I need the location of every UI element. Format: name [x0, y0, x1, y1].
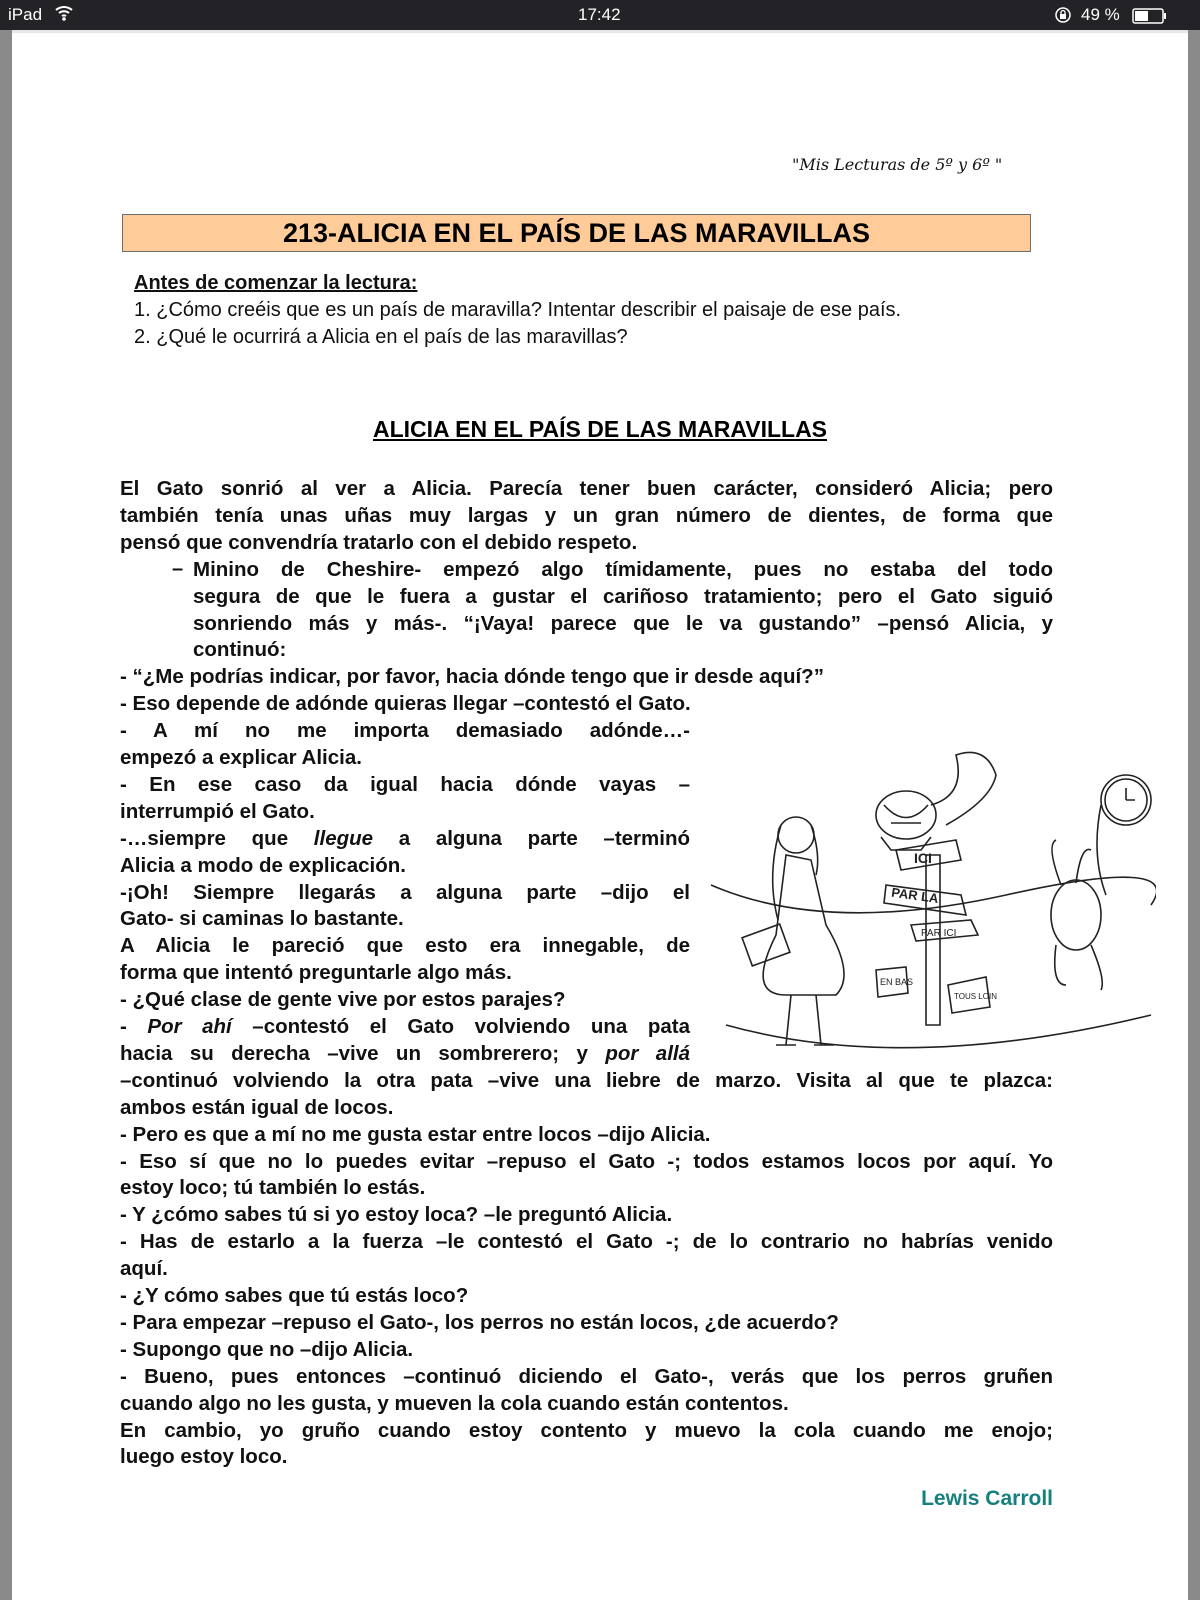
line-text: - “¿Me podrías indicar, por favor, hacia dónde tengo que ir desde aquí?”: [120, 665, 824, 689]
sign-ici: ICI: [914, 850, 932, 866]
ground-line: [726, 1015, 1151, 1048]
line-text: - En ese caso da igual hacia dónde vayas –: [120, 772, 690, 796]
story-line: [120, 663, 1053, 690]
line-text: forma que intentó preguntarle algo más.: [120, 961, 512, 985]
line-text: - Para empezar –repuso el Gato-, los perros no están locos, ¿de acuerdo?: [120, 1310, 839, 1334]
story-line: [120, 1013, 690, 1040]
white-rabbit: [1051, 775, 1151, 990]
wifi-icon: [54, 4, 74, 27]
signpost: [876, 840, 997, 1025]
pre-reading-question-2: 2. ¿Qué le ocurrirá a Alicia en el país de las maravillas?: [134, 326, 628, 348]
story-line: [193, 610, 1053, 637]
line-text: Gato- si caminas lo bastante.: [120, 907, 404, 931]
line-text: -: [120, 1015, 148, 1038]
story-line: [120, 852, 690, 879]
italic-text: llegue: [313, 826, 374, 850]
line-text: hacia su derecha –vive un sombrerero; y: [120, 1041, 606, 1065]
story-line: [120, 959, 690, 986]
story-line: [120, 1363, 1053, 1390]
line-text: - A mí no me importa demasiado adónde…-: [120, 719, 690, 743]
alice-cheshire-illustration: [706, 745, 1156, 1075]
document-page: [12, 30, 1188, 1600]
story-line: [120, 1201, 1053, 1228]
sign-tous-loin: TOUS LOIN: [954, 992, 997, 1001]
line-text: -¡Oh! Siempre llegarás a alguna parte –dijo el: [120, 880, 690, 904]
story-line: [120, 825, 690, 852]
story-line: [120, 1174, 1053, 1201]
author-signature: Lewis Carroll: [921, 1487, 1053, 1510]
italic-text: Por ahí: [147, 1015, 232, 1038]
rotation-lock-icon: [1054, 6, 1072, 29]
story-line: [120, 798, 690, 825]
story-line: [193, 556, 1053, 583]
line-text: a alguna parte –terminó: [373, 826, 690, 850]
line-text: interrumpió el Gato.: [120, 799, 315, 823]
story-line: [120, 690, 1053, 717]
line-text: aquí.: [120, 1257, 168, 1281]
line-text: - Has de estarlo a la fuerza –le contestó el Gato -; de lo contrario no habrías venido: [120, 1230, 1053, 1254]
device-label: iPad: [8, 5, 43, 24]
sign-en-bas: EN BAS: [880, 977, 914, 987]
line-text: también tenía unas uñas muy largas y un gran número de dientes, de forma que: [120, 503, 1053, 527]
story-line: [120, 475, 1053, 502]
story-line: [120, 1336, 1053, 1363]
story-line: [120, 717, 690, 744]
story-line: [120, 1121, 1053, 1148]
line-text: - ¿Qué clase de gente vive por estos parajes?: [120, 988, 566, 1012]
cheshire-cat: [876, 753, 996, 851]
sign-par-la: PAR LA: [890, 884, 940, 907]
story-line: [120, 1282, 1053, 1309]
story-line: [120, 1094, 1053, 1121]
alice-figure: [742, 817, 844, 1045]
story-line: [120, 1040, 690, 1067]
line-text: luego estoy loco.: [120, 1445, 288, 1469]
line-text: A Alicia le pareció que esto era innegable, de: [120, 934, 690, 958]
story-title: ALICIA EN EL PAÍS DE LAS MARAVILLAS: [372, 416, 828, 442]
line-text: estoy loco; tú también lo estás.: [120, 1176, 426, 1200]
story-line: [120, 744, 690, 771]
line-text: pensó que convendría tratarlo con el debido respeto.: [120, 530, 638, 554]
italic-text: por allá: [605, 1041, 691, 1065]
line-text: - Eso sí que no lo puedes evitar –repuso el Gato -; todos estamos locos por aquí. Yo: [120, 1149, 1053, 1173]
story-line: [120, 1417, 1053, 1444]
line-text: - Y ¿cómo sabes tú si yo estoy loca? –le preguntó Alicia.: [120, 1203, 673, 1227]
story-line: [120, 879, 690, 906]
battery-percent: 49 %: [1081, 5, 1120, 24]
story-line: [193, 583, 1053, 610]
story-line: [120, 1148, 1053, 1175]
line-text: empezó a explicar Alicia.: [120, 746, 362, 769]
list-dash: –: [172, 557, 184, 580]
story-line: [120, 1443, 1053, 1470]
battery-icon: [1132, 8, 1168, 29]
sign-par-ici: PAR ICI: [921, 928, 957, 939]
story-line: [193, 636, 1053, 663]
line-text: -…siempre que: [120, 826, 314, 850]
line-text: ambos están igual de locos.: [120, 1095, 394, 1119]
story-line: [120, 905, 690, 932]
series-label: "Mis Lecturas de 5º y 6º ": [792, 155, 1003, 174]
line-text: - Eso depende de adónde quieras llegar –contestó el Gato.: [120, 692, 691, 716]
line-text: –contestó el Gato volviendo una pata: [231, 1015, 690, 1038]
story-line: [120, 529, 1053, 556]
line-text: - ¿Y cómo sabes que tú estás loco?: [120, 1284, 469, 1307]
clock: 17:42: [578, 5, 621, 24]
line-text: segura de que le fuera a gustar el cariñoso tratamiento; pero el Gato siguió: [193, 584, 1053, 608]
story-line: [120, 1390, 1053, 1417]
pre-reading-heading: Antes de comenzar la lectura:: [134, 272, 418, 294]
status-bar: [0, 0, 1200, 30]
line-text: continuó:: [193, 638, 287, 662]
line-text: –continuó volviendo la otra pata –vive una liebre de marzo. Visita al que te plazca:: [120, 1068, 1053, 1092]
story-line: [120, 1228, 1053, 1255]
document-title: 213-ALICIA EN EL PAÍS DE LAS MARAVILLAS: [122, 214, 1031, 252]
line-text: - Bueno, pues entonces –continuó diciendo el Gato-, verás que los perros gruñen: [120, 1364, 1053, 1388]
pre-reading-question-1: 1. ¿Cómo creéis que es un país de maravilla? Intentar describir el paisaje de ese país.: [134, 299, 902, 321]
story-line: [120, 1309, 1053, 1336]
line-text: - Supongo que no –dijo Alicia.: [120, 1337, 414, 1361]
line-text: sonriendo más y más-. “¡Vaya! parece que le va gustando” –pensó Alicia, y: [193, 611, 1053, 635]
line-text: Minino de Cheshire- empezó algo tímidamente, pues no estaba del todo: [193, 557, 1053, 581]
line-text: En cambio, yo gruño cuando estoy contento y muevo la cola cuando me enojo;: [120, 1418, 1053, 1442]
story-line: [120, 1255, 1053, 1282]
story-line: [120, 771, 690, 798]
story-line: [120, 986, 690, 1013]
story-line: [120, 502, 1053, 529]
line-text: El Gato sonrió al ver a Alicia. Parecía tener buen carácter, consideró Alicia; pero: [120, 477, 1053, 500]
story-line: [120, 932, 690, 959]
line-text: cuando algo no les gusta, y mueven la cola cuando están contentos.: [120, 1391, 789, 1415]
line-text: - Pero es que a mí no me gusta estar entre locos –dijo Alicia.: [120, 1122, 711, 1146]
line-text: Alicia a modo de explicación.: [120, 853, 406, 877]
